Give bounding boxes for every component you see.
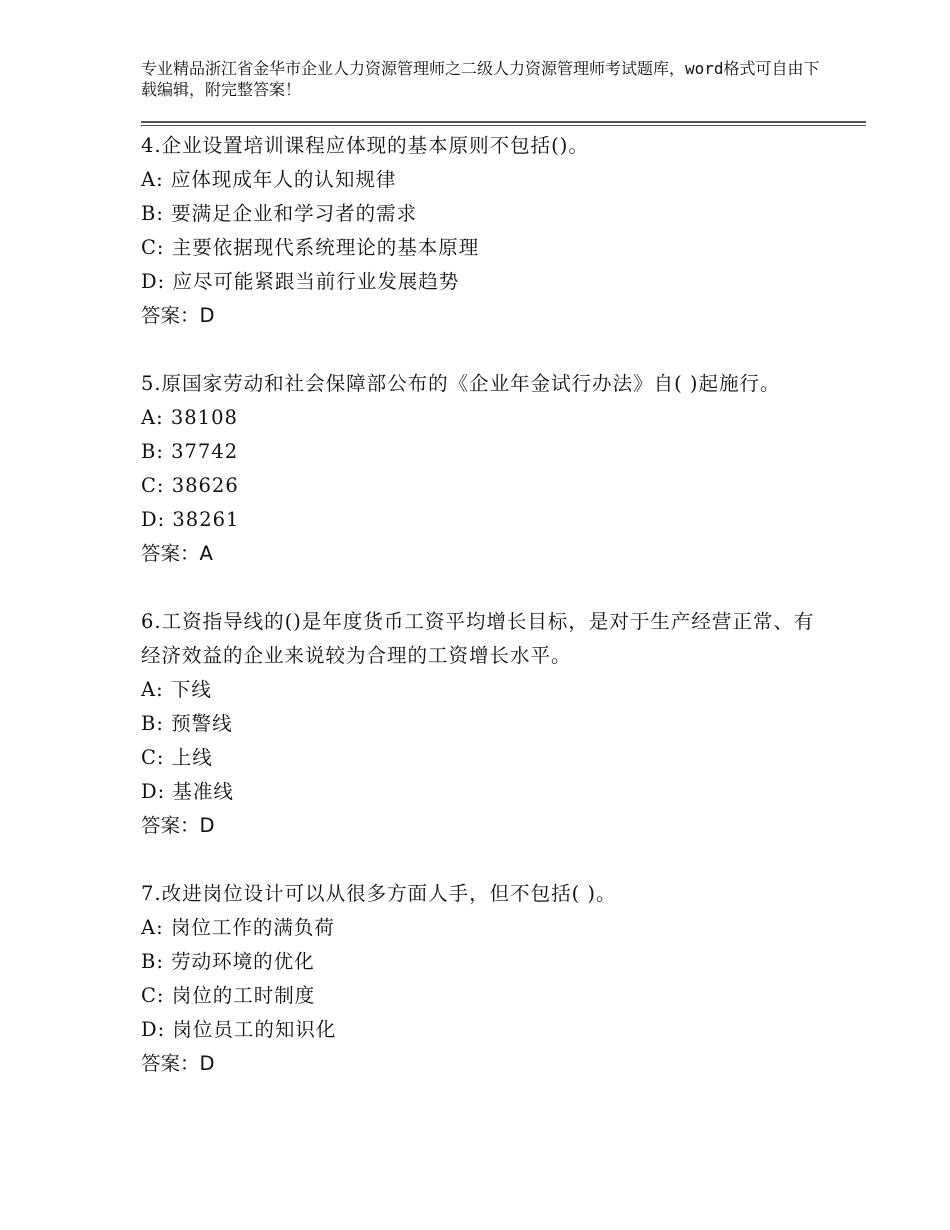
- option-d: D: 基准线: [141, 780, 234, 803]
- question-stem: 6.工资指导线的()是年度货币工资平均增长目标，是对于生产经营正常、有经济效益的企业来说较为合理的工资增长水平。: [141, 610, 815, 667]
- option-a: A: 应体现成年人的认知规律: [141, 168, 397, 191]
- option-c: C: 上线: [141, 746, 213, 769]
- header-divider-thin: [141, 125, 866, 126]
- option-d: D: 岗位员工的知识化: [141, 1018, 337, 1041]
- option-d: D: 应尽可能紧跟当前行业发展趋势: [141, 270, 460, 293]
- document-header: 专业精品浙江省金华市企业人力资源管理师之二级人力资源管理师考试题库，word格式可自由下载编辑，附完整答案！: [141, 59, 820, 99]
- option-a: A: 38108: [141, 406, 238, 429]
- question-6: [141, 605, 821, 843]
- answer-label: 答案：A: [141, 542, 213, 565]
- option-b: B: 37742: [141, 440, 239, 463]
- option-a: A: 下线: [141, 678, 212, 701]
- question-list: [141, 129, 821, 1115]
- answer-label: 答案：D: [141, 814, 215, 837]
- option-b: B: 要满足企业和学习者的需求: [141, 202, 418, 225]
- question-7: [141, 877, 821, 1081]
- question-5: [141, 367, 821, 571]
- option-c: C: 岗位的工时制度: [141, 984, 316, 1007]
- option-d: D: 38261: [141, 508, 240, 531]
- answer-label: 答案：D: [141, 304, 215, 327]
- question-stem: 7.改进岗位设计可以从很多方面人手，但不包括( )。: [141, 882, 617, 905]
- option-c: C: 主要依据现代系统理论的基本原理: [141, 236, 480, 259]
- header-divider-thick: [141, 121, 866, 123]
- option-c: C: 38626: [141, 474, 239, 497]
- answer-label: 答案：D: [141, 1052, 215, 1075]
- question-4: [141, 129, 821, 333]
- option-b: B: 劳动环境的优化: [141, 950, 315, 973]
- option-a: A: 岗位工作的满负荷: [141, 916, 335, 939]
- option-b: B: 预警线: [141, 712, 233, 735]
- question-stem: 4.企业设置培训课程应体现的基本原则不包括()。: [141, 134, 589, 157]
- question-stem: 5.原国家劳动和社会保障部公布的《企业年金试行办法》自( )起施行。: [141, 372, 781, 395]
